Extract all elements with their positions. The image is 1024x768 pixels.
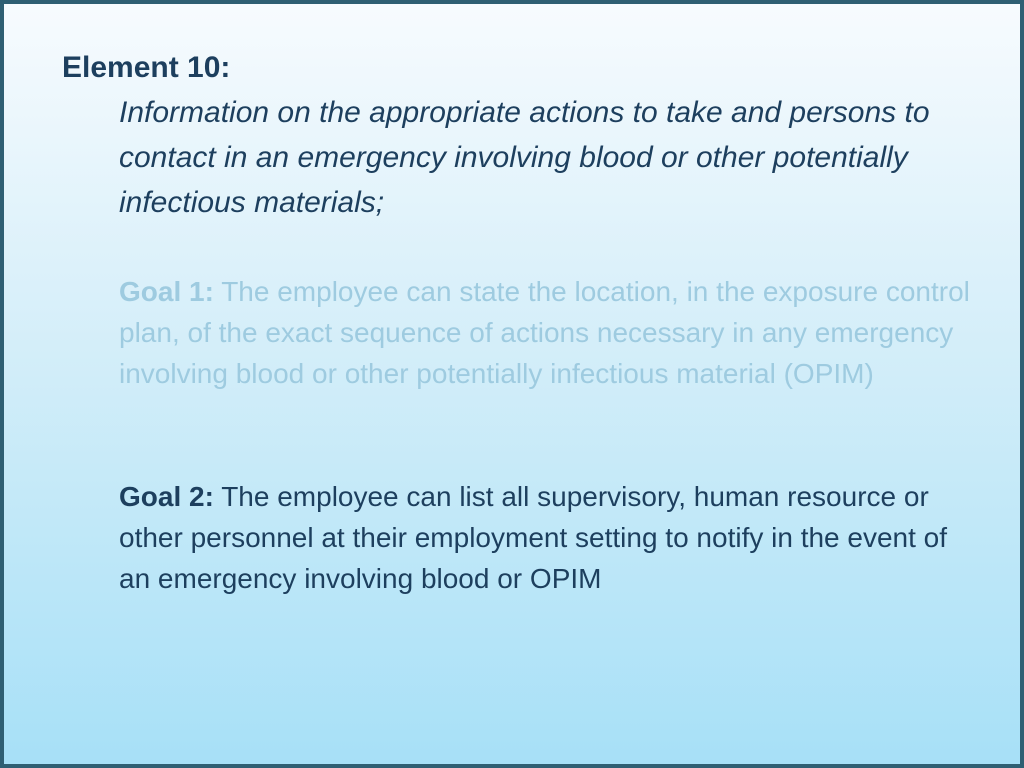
slide-subtitle: Information on the appropriate actions to take and persons to contact in an emergency involving blood or other potentially infectious materials;	[119, 96, 930, 219]
goal-2-paragraph	[119, 476, 979, 599]
goal-1-label: Goal 1:	[119, 276, 214, 307]
goal-2-text: The employee can list all supervisory, human resource or other personnel at their employment setting to notify in the event of an emergency involving blood or OPIM	[119, 481, 948, 594]
slide-heading: Element 10:	[62, 51, 231, 84]
goal-2-label: Goal 2:	[119, 481, 214, 512]
goal-1-paragraph	[119, 271, 979, 394]
goal-1-text: The employee can state the location, in the exposure control plan, of the exact sequence of actions necessary in any emergency involving blood or other potentially infectious material (OPIM)	[119, 276, 970, 389]
